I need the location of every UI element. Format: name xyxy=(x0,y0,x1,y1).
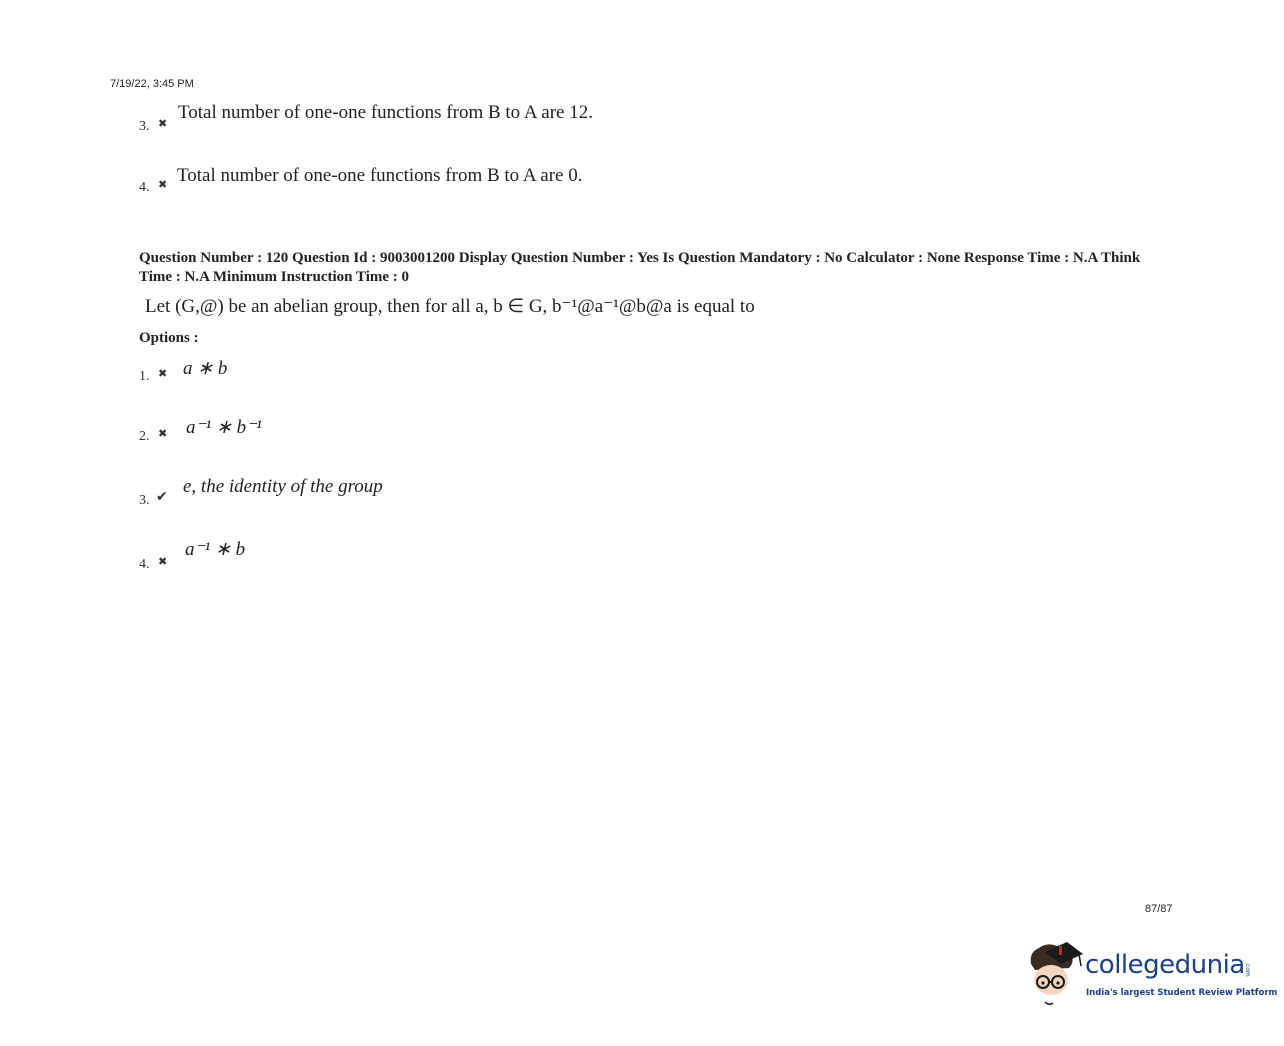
cross-icon: ✖ xyxy=(158,555,168,568)
cross-icon: ✖ xyxy=(158,117,168,130)
prev-option-4-number: 4. xyxy=(139,180,150,195)
cross-icon: ✖ xyxy=(158,427,168,440)
prev-option-3-number: 3. xyxy=(139,119,150,134)
logo-tagline: India's largest Student Review Platform xyxy=(1086,988,1278,998)
option-1-text: a ∗ b xyxy=(183,358,228,379)
logo-suffix: .com xyxy=(1244,962,1251,977)
logo-wordmark: collegedunia xyxy=(1085,950,1245,980)
graduate-cap-mascot-icon xyxy=(1025,940,1087,1010)
option-2-number: 2. xyxy=(139,429,150,444)
option-1-number: 1. xyxy=(139,369,150,384)
option-2-text: a⁻¹ ∗ b⁻¹ xyxy=(186,417,262,438)
options-label: Options : xyxy=(139,330,199,346)
prev-option-3-text: Total number of one-one functions from B to A are 12. xyxy=(178,102,593,123)
print-timestamp: 7/19/22, 3:45 PM xyxy=(110,78,194,90)
page-number: 87/87 xyxy=(1145,903,1173,915)
cross-icon: ✖ xyxy=(158,178,168,191)
option-3-text: e, the identity of the group xyxy=(183,476,383,497)
option-3-number: 3. xyxy=(139,493,150,508)
question-meta: Question Number : 120 Question Id : 9003001200 Display Question Number : Yes Is Question Mandatory : No Calculator : None Response Time : N.A Think Time : N.A Minimum Instruction Time : 0 xyxy=(139,250,1141,285)
cross-icon: ✖ xyxy=(158,367,168,380)
prev-option-4-text: Total number of one-one functions from B to A are 0. xyxy=(177,165,583,186)
collegedunia-logo xyxy=(1025,940,1278,1010)
question-text: Let (G,@) be an abelian group, then for all a, b ∈ G, b⁻¹@a⁻¹@b@a is equal to xyxy=(145,296,755,317)
check-icon: ✔ xyxy=(156,489,168,505)
option-4-number: 4. xyxy=(139,557,150,572)
option-4-text: a⁻¹ ∗ b xyxy=(185,539,246,560)
